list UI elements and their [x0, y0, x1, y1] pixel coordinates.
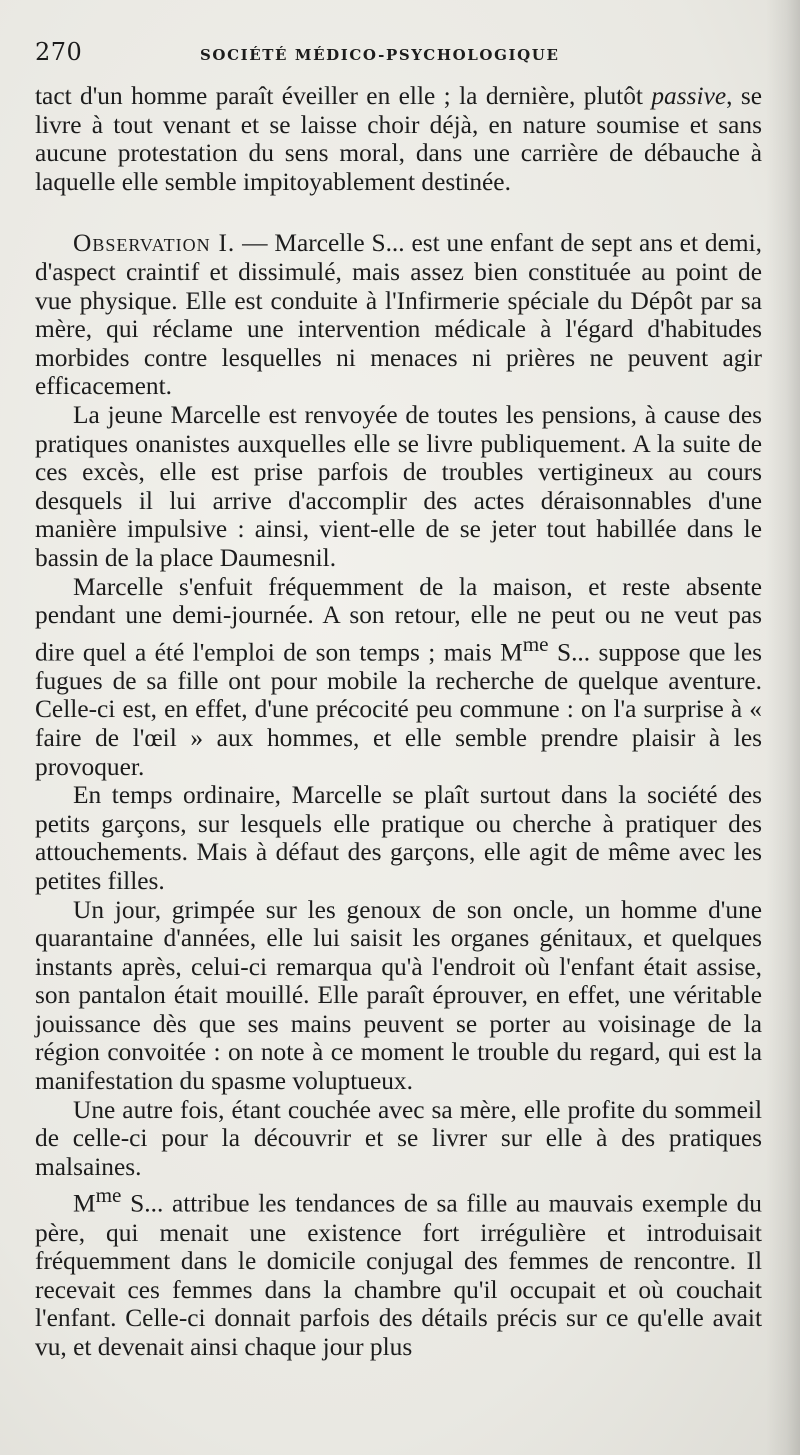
intro-italic: passive [651, 82, 727, 110]
paragraph-1: La jeune Marcelle est renvoyée de toutes les pensions, à cause des pratiques onanistes auxquelles elle se livre publiquement. A la suite de ces excès, elle est prise parfois de troubles vertigineux au cours desquels il lui arrive d'accomplir des actes déraisonnables d'une manière impulsive : ainsi, vient-elle de se jeter tout habillée dans le bassin de la place Daumesnil. [35, 400, 762, 572]
paragraph-3: En temps ordinaire, Marcelle se plaît surtout dans la société des petits garçons, sur lesquels elle pratique ou cherche à pratiquer des attouchements. Mais à défaut des garçons, elle agit de même avec les petites filles. [35, 781, 762, 895]
observation-heading: Observation I. [73, 229, 236, 258]
paragraph-2-superscript: me [522, 631, 549, 656]
body-text [35, 82, 762, 1361]
page-header [35, 38, 762, 82]
page-number: 270 [35, 38, 83, 66]
paragraph-6-text-b: S... attribue les tendances de sa fille au mauvais exemple du père, qui menait une existence fort irrégulière et introduisait fréquemment dans le domicile conjugal des femmes de rencontre. Il recevait ces femmes dans la chambre qu'il occupait et où couchait l'enfant. Celle-ci donnait parfois des détails précis sur ce qu'elle avait vu, et devenait ainsi chaque jour plus [35, 1189, 762, 1361]
paragraph-6-text-a: M [73, 1189, 96, 1218]
paragraph-6 [35, 1181, 762, 1361]
paragraph-2 [35, 573, 762, 782]
paragraph-2-text-a: Marcelle s'enfuit fréquemment de la maison, et reste absente pendant une demi-journée. A son retour, elle ne peut ou ne veut pas dire quel a été l'emploi de son temps ; mais M [35, 572, 762, 667]
observation-paragraph [35, 229, 762, 401]
paragraph-2-text-b: S... suppose que les fugues de sa fille ont pour mobile la recherche de quelque aventure. Celle-ci est, en effet, d'une précocité peu commune : on l'a surprise à « faire de l'œil » aux hommes, et elle semble prendre plaisir à les provoquer. [35, 638, 762, 781]
page-edge-shadow [766, 0, 800, 1455]
intro-text-2: , se livre à tout venant et se laisse choir déjà, en nature soumise et sans aucune protestation du sens moral, dans une carrière de débauche à laquelle elle semble impitoyablement destinée. [35, 82, 762, 196]
paragraph-5: Une autre fois, étant couchée avec sa mère, elle profite du sommeil de celle-ci pour la découvrir et se livrer sur elle à des pratiques malsaines. [35, 1095, 762, 1181]
observation-lead: — Marcelle S... est une enfant de sept ans et demi, d'aspect craintif et dissimulé, mais assez bien constituée au point de vue physique. Elle est conduite à l'Infirmerie spéciale du Dépôt par sa mère, qui réclame une intervention médicale à l'égard d'habitudes morbides contre lesquelles ni menaces ni prières ne peuvent agir efficacement. [35, 229, 762, 401]
paragraph-6-superscript: me [95, 1183, 122, 1208]
paragraph-4: Un jour, grimpée sur les genoux de son oncle, un homme d'une quarantaine d'années, elle lui saisit les organes génitaux, et quelques instants après, celui-ci remarqua qu'à l'endroit où l'enfant était assise, son pantalon était mouillé. Elle paraît éprouver, en effet, une véritable jouissance dès que ses mains peuvent se porter au voisinage de la région convoitée : on note à ce moment le trouble du regard, qui est la manifestation du spasme voluptueux. [35, 895, 762, 1096]
intro-paragraph [35, 82, 762, 196]
intro-text-1: tact d'un homme paraît éveiller en elle ; la dernière, plutôt [35, 82, 652, 110]
running-title: SOCIÉTÉ MÉDICO-PSYCHOLOGIQUE [200, 46, 560, 64]
